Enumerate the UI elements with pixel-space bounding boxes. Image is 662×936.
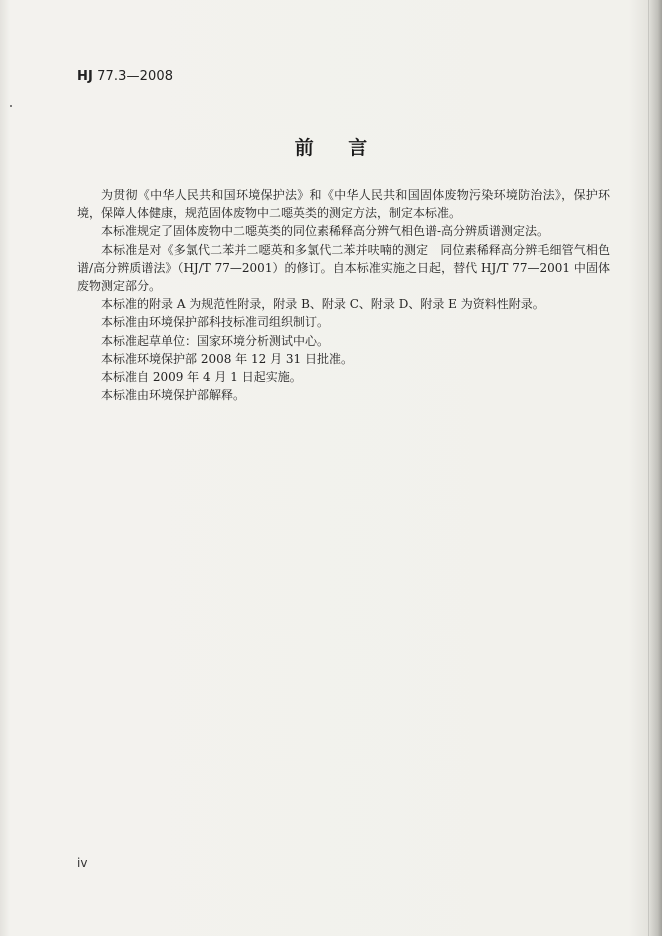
standard-code (77, 69, 173, 84)
paragraph-purpose: 为贯彻《中华人民共和国环境保护法》和《中华人民共和国固体废物污染环境防治法》，保护环境，保障人体健康，规范固体废物中二噁英类的测定方法，制定本标准。 (77, 188, 610, 221)
page-title: 前 言 (294, 137, 382, 159)
foreword-body (77, 186, 610, 404)
paragraph-appendices: 本标准的附录 A 为规范性附录，附录 B、附录 C、附录 D、附录 E 为资料性附录。 (101, 297, 545, 312)
paragraph-revision: 本标准是对《多氯代二苯并二噁英和多氯代二苯并呋喃的测定 同位素稀释高分辨毛细管气相色谱/高分辨质谱法》（HJ/T 77—2001）的修订。自本标准实施之日起，替代 HJ/T 77—2001 中固体废物测定部分。 (77, 242, 610, 294)
paragraph-scope: 本标准规定了固体废物中二噁英类的同位素稀释高分辨气相色谱-高分辨质谱测定法。 (101, 224, 550, 239)
standard-code-prefix: HJ (77, 69, 93, 84)
paragraph-organizer: 本标准由环境保护部科技标准司组织制订。 (101, 315, 330, 330)
paragraph-interpretation: 本标准由环境保护部解释。 (101, 388, 246, 403)
scan-speck (10, 105, 12, 107)
paragraph-effective-date: 本标准自 2009 年 4 月 1 日起实施。 (101, 370, 302, 385)
paragraph-drafting-unit: 本标准起草单位：国家环境分析测试中心。 (101, 333, 330, 348)
page-number: iv (77, 856, 88, 870)
standard-code-number: 77.3—2008 (92, 69, 174, 84)
paragraph-approval-date: 本标准环境保护部 2008 年 12 月 31 日批准。 (101, 351, 353, 366)
